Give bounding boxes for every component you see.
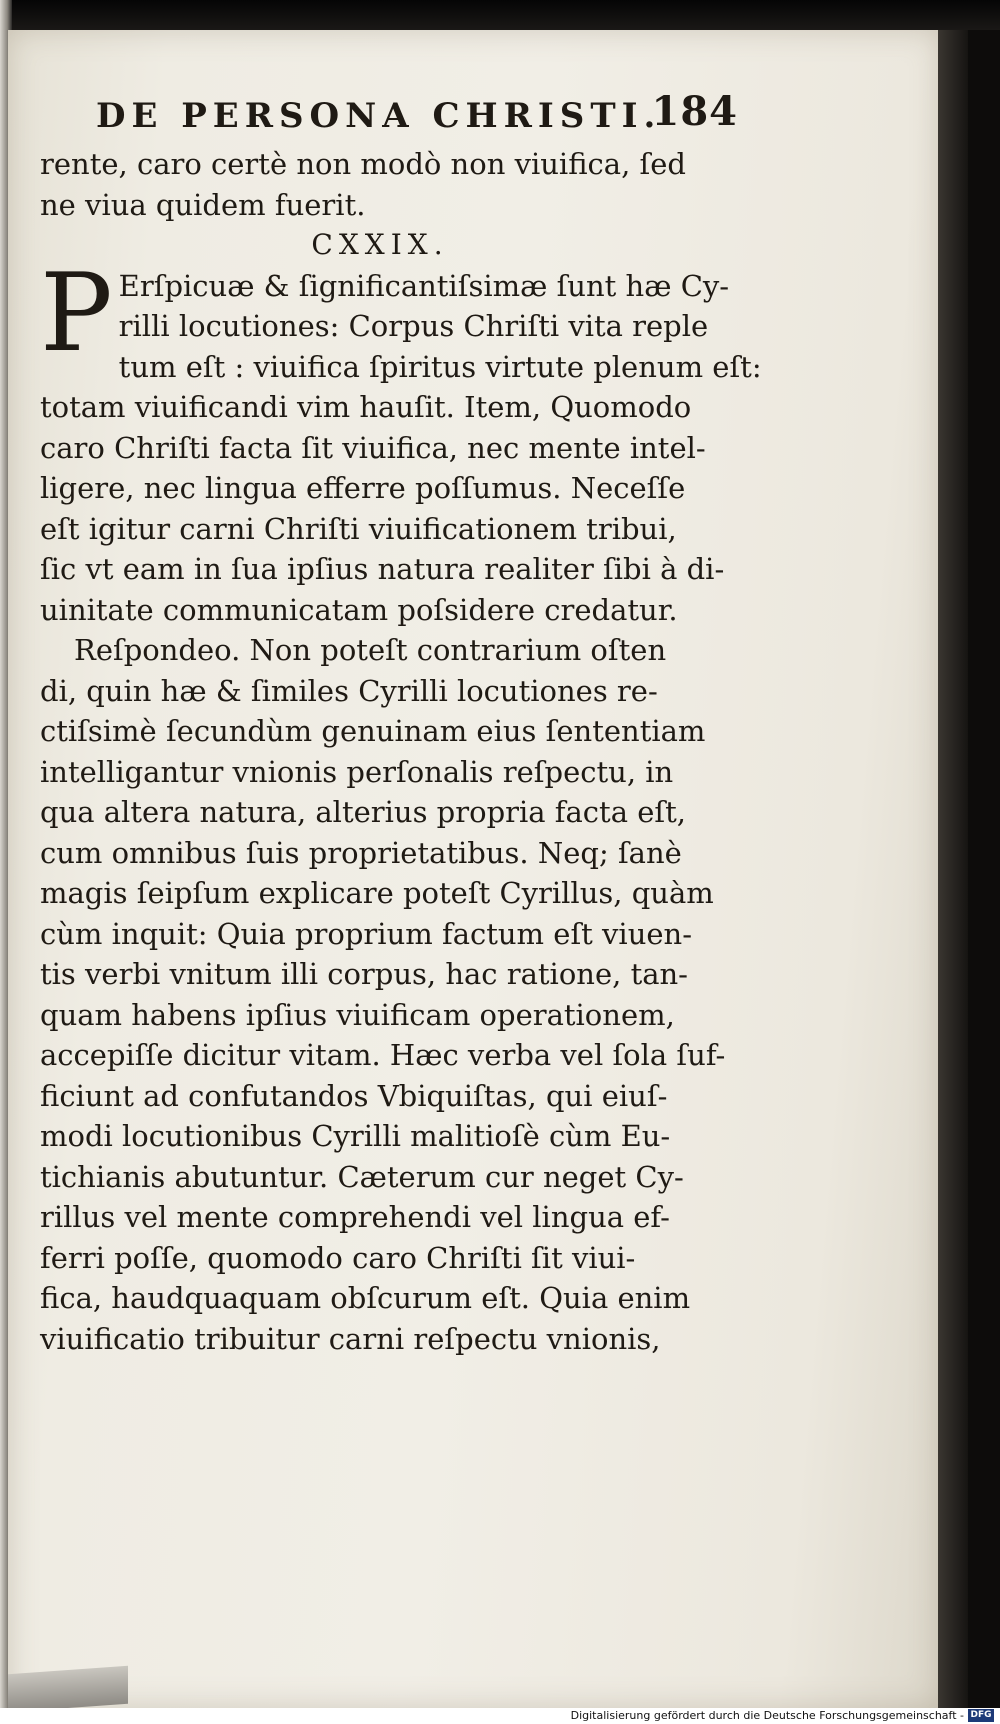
text-line: uinitate communicatam poſsidere credatur. xyxy=(40,592,678,627)
text-line: rente, caro certè non modò non viuifica, ſed xyxy=(40,147,686,181)
text-line: ficiunt ad confutandos Vbiquiſtas, qui eiuſ- xyxy=(40,1078,668,1113)
text-line: di, quin hæ & ſimiles Cyrilli locutiones re- xyxy=(40,673,658,708)
text-line: totam viuificandi vim hauſit. Item, Quomodo xyxy=(40,390,692,424)
text-line: rillus vel mente comprehendi vel lingua ef- xyxy=(40,1200,670,1234)
text-line: cum omnibus ſuis proprietatibus. Neq; ſanè xyxy=(40,835,682,870)
text-line: ctiſsimè ſecundùm genuinam eius ſententiam xyxy=(40,714,706,748)
text-line: tichianis abutuntur. Cæterum cur neget Cy- xyxy=(40,1159,684,1194)
page-right-shadow xyxy=(938,30,968,1708)
text-line: eſt igitur carni Chriſti viuificationem tribui, xyxy=(40,511,677,546)
text-line: accepiſſe dicitur vitam. Hæc verba vel ſola ſuf- xyxy=(40,1038,726,1072)
scan-background-top xyxy=(0,0,1000,30)
text-line: modi locutionibus Cyrilli malitioſè cùm Eu- xyxy=(40,1119,671,1153)
text-line: ne viua quidem fuerit. xyxy=(40,187,366,222)
text-line: intelligantur vnionis perſonalis reſpectu, in xyxy=(40,754,674,789)
text-line: magis ſeipſum explicare poteſt Cyrillus, quàm xyxy=(40,876,714,910)
running-head-title: DE PERSONA CHRISTI. xyxy=(96,96,662,136)
text-line: rilli locutiones: Corpus Chriſti vita reple xyxy=(118,309,709,343)
text-line: viuificatio tribuitur carni reſpectu vnionis, xyxy=(40,1321,661,1356)
page-number: 184 xyxy=(651,88,738,135)
page-text xyxy=(40,88,762,1359)
running-head xyxy=(40,88,738,144)
drop-capital: P xyxy=(40,250,113,376)
text-line: ſic vt eam in ſua ipſius natura realiter ſibi à di- xyxy=(40,552,725,586)
text-line: qua altera natura, alterius propria facta eſt, xyxy=(40,795,686,829)
text-line: fica, haudquaquam obſcurum eſt. Quia enim xyxy=(40,1281,691,1315)
text-line: caro Chriſti facta ſit viuifica, nec mente intel- xyxy=(40,430,706,465)
dfg-logo: DFG xyxy=(968,1709,994,1722)
text-line: tum eſt : viuifica ſpiritus virtute plenum eſt: xyxy=(118,349,762,384)
text-line: ligere, nec lingua efferre poſſumus. Neceſſe xyxy=(40,471,686,505)
text-line: tis verbi vnitum illi corpus, hac ratione, tan- xyxy=(40,957,688,991)
funding-notice: Digitalisierung gefördert durch die Deutsche Forschungsgemeinschaft - xyxy=(570,1709,964,1722)
text-line: cùm inquit: Quia proprium factum eſt viuen- xyxy=(40,916,693,951)
text-line: quam habens ipſius viuificam operationem, xyxy=(40,997,675,1032)
text-line: Reſpondeo. Non poteſt contrarium oſten xyxy=(74,633,667,667)
text-line-content: Erſpicuæ & ſignificantiſsimæ ſunt hæ Cy- xyxy=(118,268,730,303)
text-line: ferri poſſe, quomodo caro Chriſti ſit viui- xyxy=(40,1240,636,1275)
section-number: CXXIX. xyxy=(311,228,449,261)
